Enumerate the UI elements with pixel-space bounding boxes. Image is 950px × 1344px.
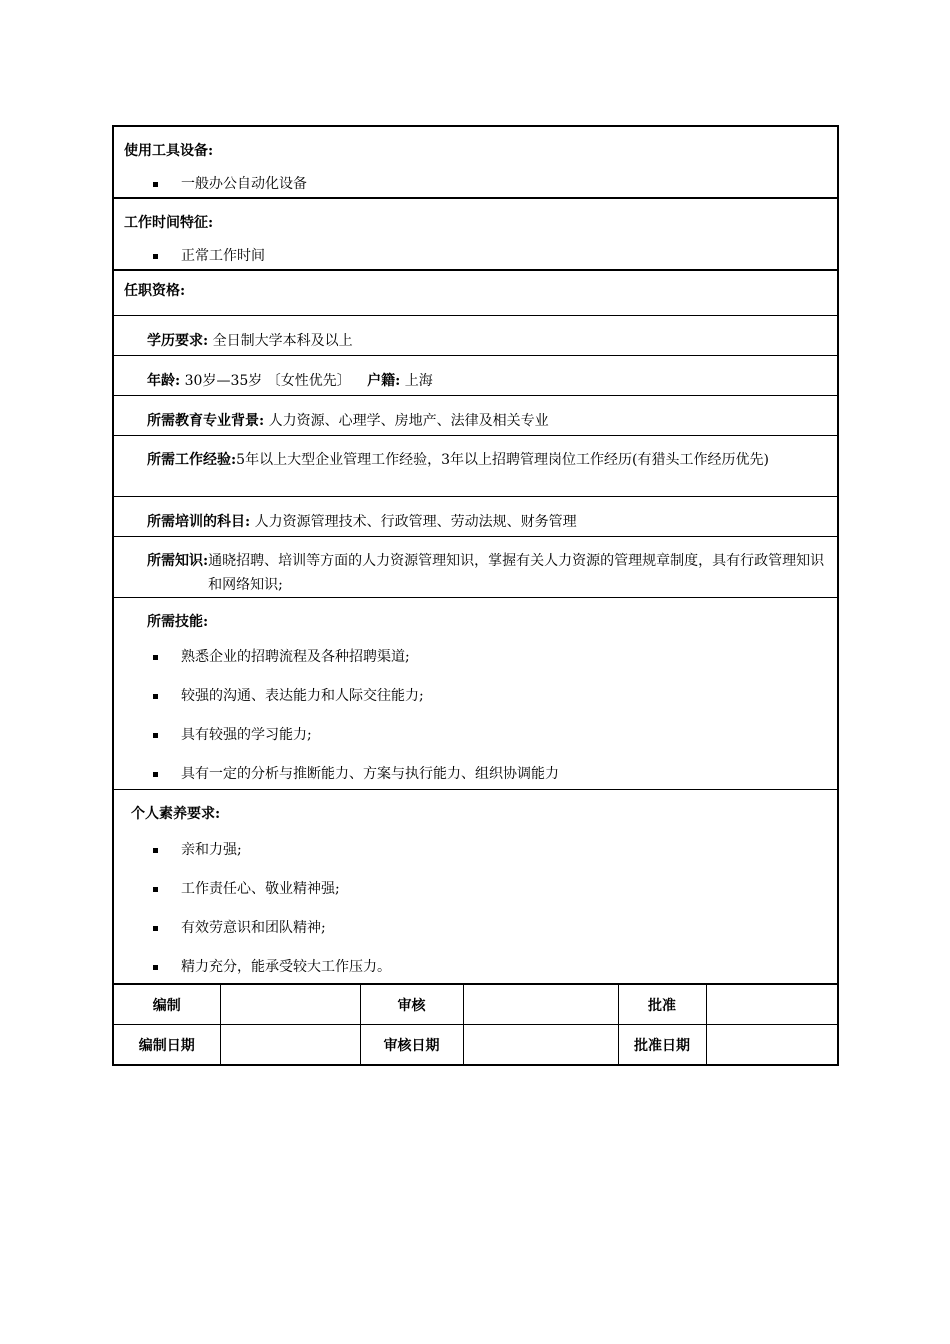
list-item [114, 174, 837, 194]
training-value: 人力资源管理技术、行政管理、劳动法规、财务管理 [254, 514, 577, 530]
list-item-text: 正常工作时间 [181, 248, 265, 264]
training-row [114, 496, 837, 536]
education-row [114, 315, 837, 355]
age-row [114, 355, 837, 395]
list-item-text: 亲和力强; [181, 842, 242, 858]
table-row [114, 1025, 837, 1065]
list-item [114, 764, 837, 784]
signoff-table [114, 985, 837, 1064]
list-item [114, 647, 837, 667]
approved-by-field[interactable] [706, 985, 837, 1025]
list-item-text: 具有一定的分析与推断能力、方案与执行能力、组织协调能力 [181, 766, 559, 782]
experience-row [114, 435, 837, 496]
job-description-sheet [112, 125, 839, 1066]
bullet-square-icon [153, 772, 158, 777]
compiled-date-label: 编制日期 [114, 1025, 220, 1065]
bullet-square-icon [153, 655, 158, 660]
list-item [114, 686, 837, 706]
major-label: 所需教育专业背景: [147, 413, 265, 429]
qualifications-section [114, 269, 837, 789]
approved-date-field[interactable] [706, 1025, 837, 1065]
experience-label: 所需工作经验: [147, 452, 237, 468]
work-time-section [114, 197, 837, 269]
list-item [114, 725, 837, 745]
list-item-text: 有效劳意识和团队精神; [181, 920, 326, 936]
list-item-text: 较强的沟通、表达能力和人际交往能力; [181, 688, 424, 704]
list-item-text: 一般办公自动化设备 [181, 176, 307, 192]
reviewed-date-label: 审核日期 [360, 1025, 463, 1065]
list-item [114, 840, 837, 860]
list-item [114, 246, 837, 266]
bullet-square-icon [153, 733, 158, 738]
knowledge-row [114, 536, 837, 597]
skills-label: 所需技能: [147, 614, 209, 630]
bullet-square-icon [153, 887, 158, 892]
reviewed-by-label: 审核 [360, 985, 463, 1025]
list-item [114, 918, 837, 938]
approved-by-label: 批准 [618, 985, 706, 1025]
bullet-square-icon [153, 965, 158, 970]
list-item-text: 具有较强的学习能力; [181, 727, 312, 743]
table-row [114, 985, 837, 1025]
list-item [114, 957, 837, 977]
bullet-square-icon [153, 848, 158, 853]
compiled-date-field[interactable] [220, 1025, 360, 1065]
bullet-square-icon [153, 254, 158, 259]
list-item-text: 熟悉企业的招聘流程及各种招聘渠道; [181, 649, 410, 665]
bullet-square-icon [153, 694, 158, 699]
major-value: 人力资源、心理学、房地产、法律及相关专业 [268, 413, 549, 429]
tools-section [114, 127, 837, 197]
training-label: 所需培训的科目: [147, 514, 251, 530]
major-row [114, 395, 837, 435]
bullet-square-icon [153, 926, 158, 931]
age-label: 年龄: [147, 373, 181, 389]
knowledge-value: 通晓招聘、培训等方面的人力资源管理知识，掌握有关人力资源的管理规章制度，具有行政管理知识和网络知识; [208, 553, 825, 593]
reviewed-date-field[interactable] [463, 1025, 618, 1065]
signoff-section [114, 983, 837, 1064]
personal-title: 个人素养要求: [131, 806, 221, 822]
personal-section [114, 789, 837, 983]
compiled-by-field[interactable] [220, 985, 360, 1025]
list-item-text: 工作责任心、敬业精神强; [181, 881, 340, 897]
age-value: 30岁—35岁 〔女性优先〕 [184, 373, 351, 389]
qualifications-title: 任职资格: [124, 283, 186, 299]
bullet-square-icon [153, 182, 158, 187]
hukou-value: 上海 [404, 373, 433, 389]
experience-value: 5年以上大型企业管理工作经验，3年以上招聘管理岗位工作经历(有猎头工作经历优先) [236, 452, 769, 468]
education-label: 学历要求: [147, 333, 209, 349]
list-item [114, 879, 837, 899]
compiled-by-label: 编制 [114, 985, 220, 1025]
reviewed-by-field[interactable] [463, 985, 618, 1025]
tools-title: 使用工具设备: [124, 143, 214, 159]
list-item-text: 精力充分，能承受较大工作压力。 [181, 959, 391, 975]
knowledge-label: 所需知识: [147, 553, 209, 569]
hukou-label: 户籍: [367, 373, 401, 389]
education-value: 全日制大学本科及以上 [212, 333, 353, 349]
approved-date-label: 批准日期 [618, 1025, 706, 1065]
work-time-title: 工作时间特征: [124, 215, 214, 231]
skills-block [114, 597, 837, 789]
